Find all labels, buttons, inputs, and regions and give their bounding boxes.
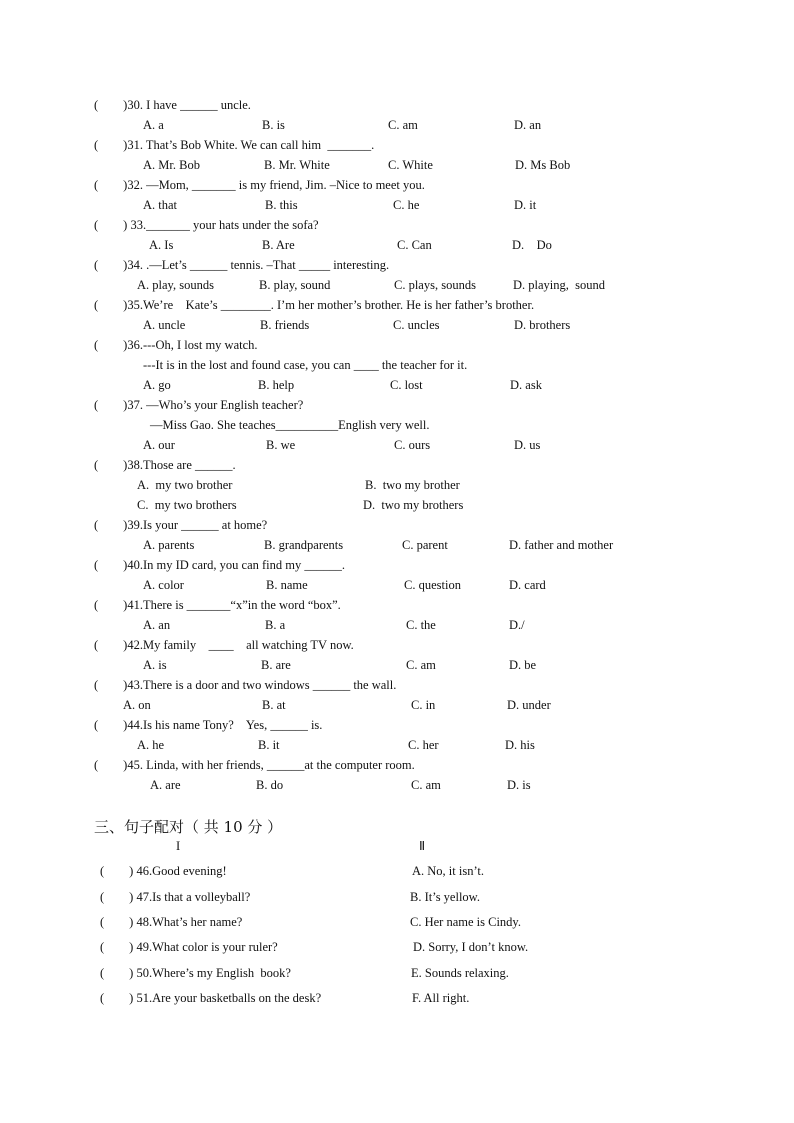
- option-42-a: A. is: [143, 658, 167, 672]
- option-39-b: B. grandparents: [264, 538, 344, 552]
- option-44-c: C. her: [408, 738, 439, 752]
- option-37-a: A. our: [143, 438, 175, 452]
- section-title: 三、句子配对（ 共 10 分 ）: [94, 818, 283, 836]
- match-question-46: ( ) 46.Good evening!: [100, 864, 227, 878]
- option-34-b: B. play, sound: [259, 278, 331, 292]
- option-31-d: D. Ms Bob: [515, 158, 571, 172]
- question-33: ( ) 33._______ your hats under the sofa?: [94, 218, 319, 232]
- option-37-d: D. us: [514, 438, 541, 452]
- option-31-b: B. Mr. White: [264, 158, 330, 172]
- option-31-c: C. White: [388, 158, 433, 172]
- match-question-47: ( ) 47.Is that a volleyball?: [100, 890, 251, 904]
- option-36-b: B. help: [258, 378, 295, 392]
- column-header-ii: Ⅱ: [419, 839, 426, 853]
- option-30-d: D. an: [514, 118, 542, 132]
- option-38-b: B. two my brother: [365, 478, 460, 492]
- option-32-a: A. that: [143, 198, 178, 212]
- option-35-d: D. brothers: [514, 318, 571, 332]
- option-33-d: D. Do: [512, 238, 552, 252]
- option-32-d: D. it: [514, 198, 537, 212]
- match-question-51: ( ) 51.Are your basketballs on the desk?: [100, 991, 322, 1005]
- option-44-a: A. he: [137, 738, 165, 752]
- question-45: ( )45. Linda, with her friends, ______at the computer room.: [94, 758, 415, 772]
- question-44: ( )44.Is his name Tony? Yes, ______ is.: [94, 718, 323, 732]
- option-40-b: B. name: [266, 578, 308, 592]
- match-answer-c: C. Her name is Cindy.: [410, 915, 521, 929]
- question-38: ( )38.Those are ______.: [94, 458, 236, 472]
- question-31: ( )31. That’s Bob White. We can call him _______.: [94, 138, 375, 152]
- option-41-c: C. the: [406, 618, 436, 632]
- option-43-a: A. on: [123, 698, 151, 712]
- match-answer-d: D. Sorry, I don’t know.: [413, 940, 529, 954]
- match-question-49: ( ) 49.What color is your ruler?: [100, 940, 278, 954]
- question-37: ( )37. —Who’s your English teacher?: [94, 398, 304, 412]
- option-34-d: D. playing, sound: [513, 278, 606, 292]
- match-answer-e: E. Sounds relaxing.: [411, 966, 509, 980]
- option-32-b: B. this: [265, 198, 298, 212]
- question-42: ( )42.My family ____ all watching TV now.: [94, 638, 354, 652]
- option-45-d: D. is: [507, 778, 531, 792]
- question-36: ( )36.---Oh, I lost my watch.: [94, 338, 258, 352]
- question-40: ( )40.In my ID card, you can find my ______.: [94, 558, 345, 572]
- option-30-c: C. am: [388, 118, 418, 132]
- match-answer-b: B. It’s yellow.: [410, 890, 481, 904]
- option-36-a: A. go: [143, 378, 171, 392]
- option-41-a: A. an: [143, 618, 171, 632]
- option-45-a: A. are: [150, 778, 181, 792]
- column-header-i: I: [176, 839, 181, 853]
- option-38-a: A. my two brother: [137, 478, 233, 492]
- option-39-a: A. parents: [143, 538, 195, 552]
- question-30: ( )30. I have ______ uncle.: [94, 98, 251, 112]
- question-35: ( )35.We’re Kate’s ________. I’m her mother’s brother. He is her father’s brother.: [94, 298, 535, 312]
- match-answer-f: F. All right.: [412, 991, 470, 1005]
- option-37-b: B. we: [266, 438, 296, 452]
- question-32: ( )32. —Mom, _______ is my friend, Jim. –Nice to meet you.: [94, 178, 425, 192]
- option-36-c: C. lost: [390, 378, 423, 392]
- question-41: ( )41.There is _______“x”in the word “box”.: [94, 598, 341, 612]
- question-34: ( )34. .—Let’s ______ tennis. –That _____ interesting.: [94, 258, 390, 272]
- option-43-d: D. under: [507, 698, 551, 712]
- option-37-c: C. ours: [394, 438, 431, 452]
- option-41-d: D./: [509, 618, 525, 632]
- option-44-d: D. his: [505, 738, 535, 752]
- option-35-c: C. uncles: [393, 318, 440, 332]
- option-39-d: D. father and mother: [509, 538, 614, 552]
- option-42-c: C. am: [406, 658, 436, 672]
- option-33-b: B. Are: [262, 238, 295, 252]
- option-45-c: C. am: [411, 778, 441, 792]
- question-43: ( )43.There is a door and two windows ______ the wall.: [94, 678, 397, 692]
- option-42-d: D. be: [509, 658, 537, 672]
- option-38-d: D. two my brothers: [363, 498, 464, 512]
- option-45-b: B. do: [256, 778, 284, 792]
- option-40-a: A. color: [143, 578, 184, 592]
- option-41-b: B. a: [265, 618, 286, 632]
- option-32-c: C. he: [393, 198, 420, 212]
- match-question-48: ( ) 48.What’s her name?: [100, 915, 243, 929]
- option-39-c: C. parent: [402, 538, 448, 552]
- match-answer-a: A. No, it isn’t.: [412, 864, 484, 878]
- option-35-b: B. friends: [260, 318, 310, 332]
- option-40-d: D. card: [509, 578, 546, 592]
- question-39: ( )39.Is your ______ at home?: [94, 518, 268, 532]
- option-33-a: A. Is: [149, 238, 174, 252]
- option-33-c: C. Can: [397, 238, 432, 252]
- match-question-50: ( ) 50.Where’s my English book?: [100, 966, 291, 980]
- option-34-a: A. play, sounds: [137, 278, 214, 292]
- question-36-line2: ---It is in the lost and found case, you can ____ the teacher for it.: [143, 358, 468, 372]
- option-40-c: C. question: [404, 578, 461, 592]
- option-36-d: D. ask: [510, 378, 542, 392]
- option-34-c: C. plays, sounds: [394, 278, 476, 292]
- option-30-b: B. is: [262, 118, 285, 132]
- option-31-a: A. Mr. Bob: [143, 158, 200, 172]
- option-30-a: A. a: [143, 118, 164, 132]
- option-42-b: B. are: [261, 658, 291, 672]
- option-43-b: B. at: [262, 698, 286, 712]
- option-43-c: C. in: [411, 698, 436, 712]
- option-38-c: C. my two brothers: [137, 498, 237, 512]
- option-35-a: A. uncle: [143, 318, 186, 332]
- question-37-line2: —Miss Gao. She teaches__________English very well.: [150, 418, 430, 432]
- option-44-b: B. it: [258, 738, 280, 752]
